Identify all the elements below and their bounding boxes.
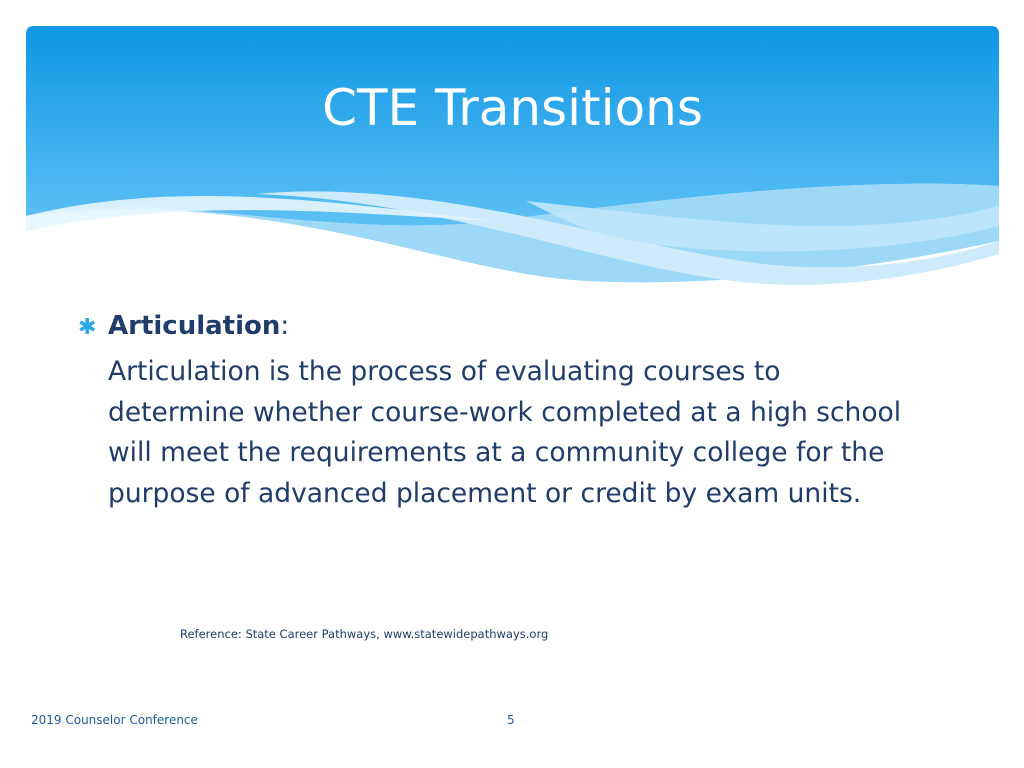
asterisk-bullet-icon: ✱ [78,315,97,340]
reference-note: Reference: State Career Pathways, www.statewidepathways.org [180,627,549,641]
slide-content [78,306,908,514]
wave-banner-graphic [26,26,999,296]
bullet-term: Articulation [108,311,281,341]
footer-page-number: 5 [507,713,515,727]
bullet-colon: : [280,311,290,341]
footer-conference: 2019 Counselor Conference [31,713,198,727]
title-banner [26,26,999,296]
bullet-line [78,306,908,348]
body-paragraph: Articulation is the process of evaluating courses to determine whether course-work completed at a high school will meet the requirements at a community college for the purpose of advanced placement or credit by exam units. [108,356,902,509]
slide-title: CTE Transitions [322,79,703,137]
